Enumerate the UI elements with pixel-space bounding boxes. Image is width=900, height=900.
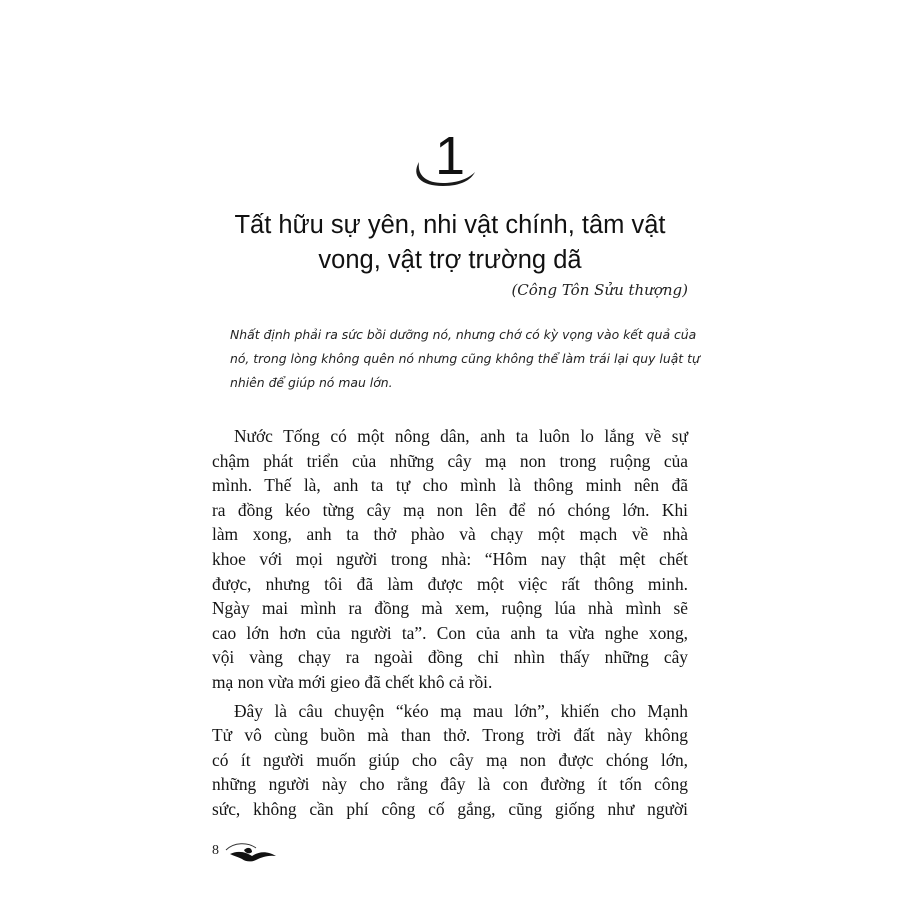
text-line: Tử vô cùng buồn mà than thở. Trong trời đất này không [212,725,688,746]
text-line: sức, không cần phí công cố gắng, cũng giống như người [212,798,688,819]
text-line: khoe với mọi người trong nhà: “Hôm nay thật mệt chết [212,548,688,569]
text-line: làm xong, anh ta thở phào và chạy một mạch về nhà [212,524,688,545]
text-line: Đây là câu chuyện “kéo mạ mau lớn”, khiến cho Mạnh [234,700,688,721]
text-line: vội vàng chạy ra ngoài đồng chỉ nhìn thấy những cây [212,647,688,668]
text-line: ra đồng kéo từng cây mạ non lên để nó chóng lớn. Khi [212,499,688,520]
epigraph-line: Nhất định phải ra sức bồi dưỡng nó, nhưng chớ có kỳ vọng vào kết quả của [230,327,697,342]
paragraph [212,424,688,695]
text-line: có ít người muốn giúp cho cây mạ non được chóng lớn, [212,749,688,770]
paragraph [212,699,688,822]
text-line: mạ non vừa mới gieo đã chết khô cả rồi. [212,671,493,692]
chapter-number: 1 [435,126,466,186]
page-number: 8 [212,843,219,858]
chapter-source: (Công Tôn Sửu thượng) [511,281,688,299]
chapter-title-line: vong, vật trợ trường dã [318,246,582,274]
brush-stroke-ornament-icon [222,840,278,866]
epigraph-line: nó, trong lòng không quên nó nhưng cũng không thể làm trái lại quy luật tự [230,351,700,366]
text-line: chậm phát triển của những cây mạ non trong ruộng của [212,450,688,471]
epigraph-line: nhiên để giúp nó mau lớn. [230,375,393,390]
page-footer [210,840,280,866]
text-line: được, nhưng tôi đã làm được một việc rất thông minh. [212,573,688,594]
chapter-title-line: Tất hữu sự yên, nhi vật chính, tâm vật [234,211,666,239]
text-line: những người này cho rằng đây là con đường ít tốn công [212,774,688,795]
text-line: mình. Thế là, anh ta tự cho mình là thông minh nên đã [212,475,688,496]
text-line: Ngày mai mình ra đồng mà xem, ruộng lúa nhà mình sẽ [212,598,688,619]
chapter-title [190,208,710,278]
text-line: cao lớn hơn của người ta”. Con của anh ta vừa nghe xong, [212,622,688,643]
body-text [212,424,688,826]
epigraph [230,323,700,395]
text-line: Nước Tống có một nông dân, anh ta luôn lo lắng về sự [234,426,688,446]
chapter-number-block [405,128,485,198]
